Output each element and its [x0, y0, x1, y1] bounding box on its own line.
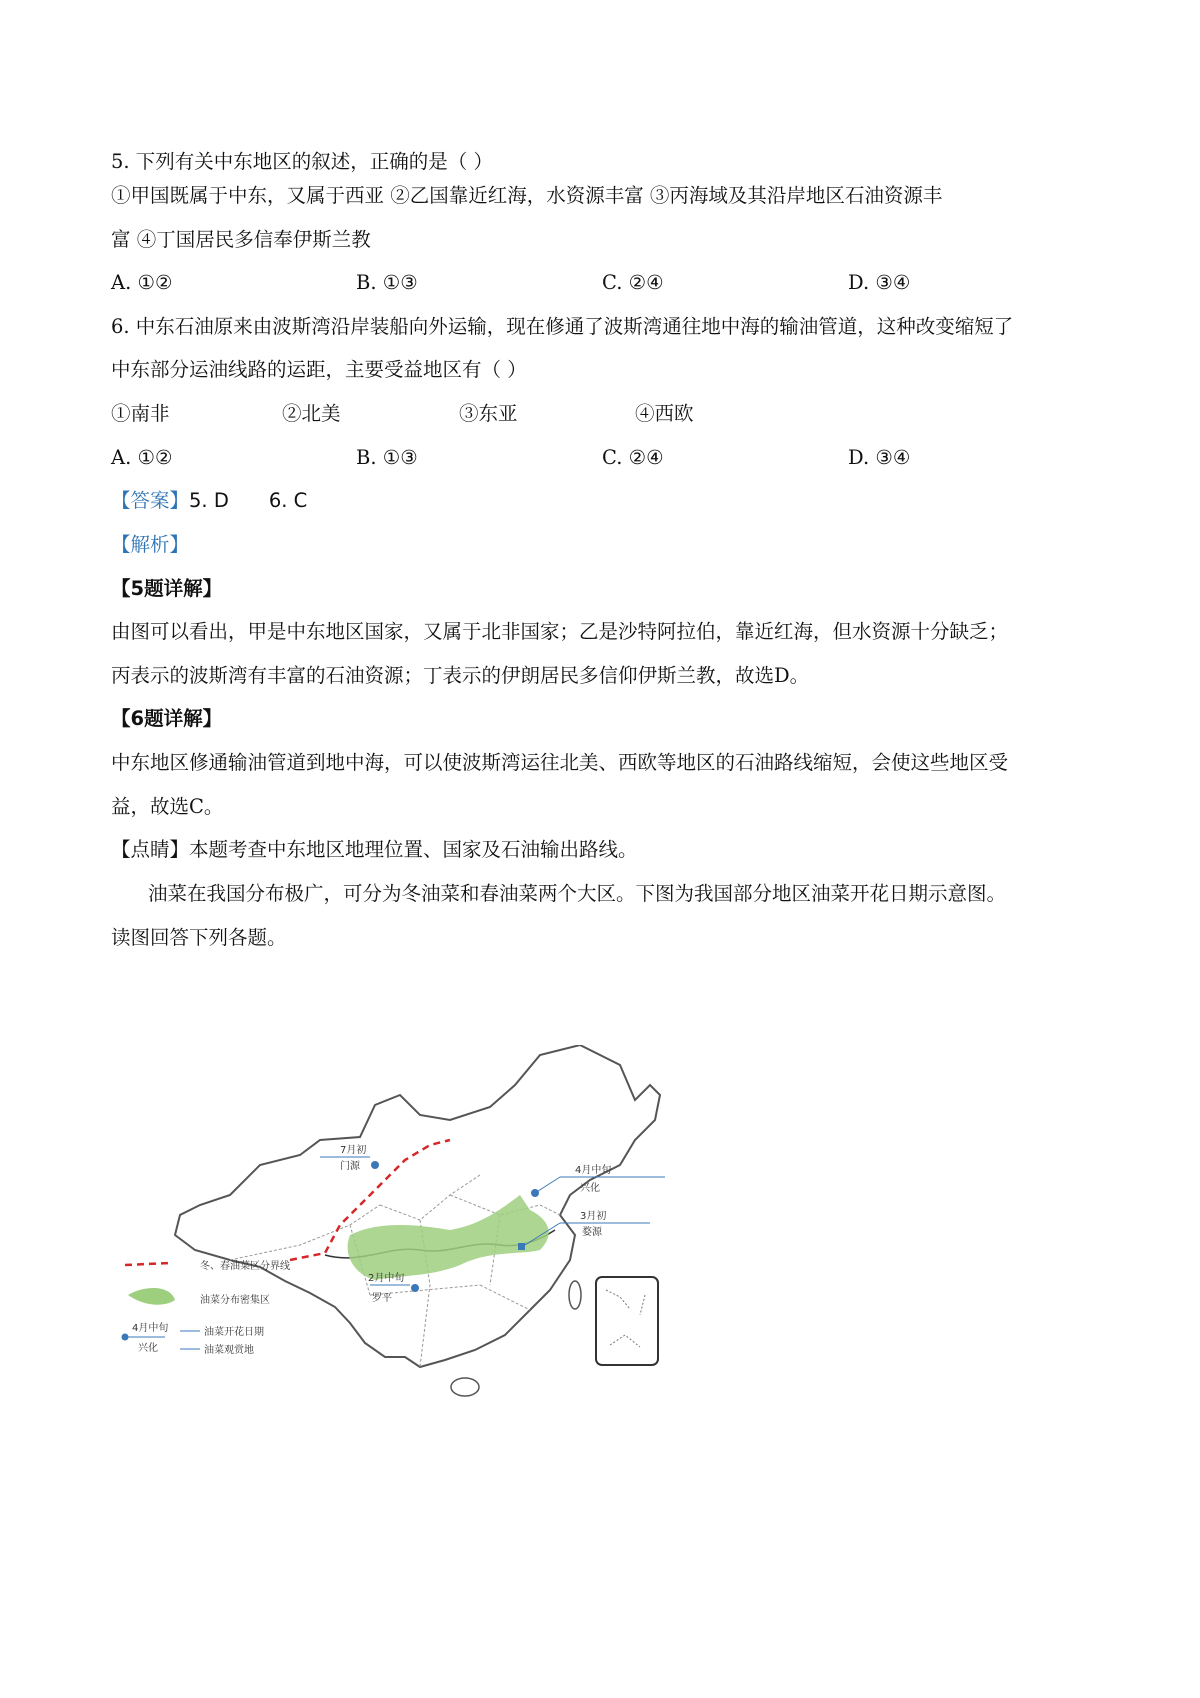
detail5-tag: 【5题详解】 — [111, 577, 223, 600]
answer-line — [111, 489, 307, 513]
q5-option-c: C. ②④ — [602, 271, 664, 294]
marker-wuyuan — [518, 1243, 525, 1250]
label-wuyuan-name: 婺源 — [582, 1227, 602, 1238]
legend-place-note: 油菜观赏地 — [204, 1345, 254, 1356]
legend-area-sample — [128, 1288, 175, 1305]
q6-option-a: A. ①② — [111, 446, 173, 469]
analysis-tag: 【解析】 — [111, 533, 190, 556]
q5-statements-line2: 富 ④丁国居民多信奉伊斯兰教 — [111, 228, 371, 251]
q6-statement-3: ③东亚 — [459, 402, 518, 425]
legend-date-note: 油菜开花日期 — [204, 1327, 264, 1338]
intro-line1: 油菜在我国分布极广，可分为冬油菜和春油菜两个大区。下图为我国部分地区油菜开花日期示意图。 — [148, 882, 1007, 905]
q6-option-d: D. ③④ — [848, 446, 911, 469]
label-wuyuan-date: 3月初 — [580, 1211, 607, 1222]
q6-statement-4: ④西欧 — [635, 402, 694, 425]
answer-5: 5. D — [189, 489, 229, 512]
q5-stem: 5. 下列有关中东地区的叙述，正确的是（ ） — [111, 150, 494, 173]
legend-boundary-sample — [125, 1263, 170, 1265]
q6-statement-2: ②北美 — [282, 402, 341, 425]
marker-luoping — [411, 1284, 419, 1292]
label-xinghua-name: 兴化 — [580, 1183, 600, 1194]
intro-line2: 读图回答下列各题。 — [111, 926, 287, 949]
q6-option-c: C. ②④ — [602, 446, 664, 469]
q5-option-a: A. ①② — [111, 271, 173, 294]
detail6-tag: 【6题详解】 — [111, 707, 223, 730]
legend-area-label: 油菜分布密集区 — [200, 1295, 270, 1306]
q6-statement-1: ①南非 — [111, 402, 170, 425]
q6-stem-line2: 中东部分运油线路的运距，主要受益地区有（ ） — [111, 358, 527, 381]
china-outline — [175, 1045, 660, 1367]
q5-statements-line1: ①甲国既属于中东，又属于西亚 ②乙国靠近红海，水资源丰富 ③丙海域及其沿岸地区石油资源丰 — [111, 184, 943, 207]
label-menyuan-date: 7月初 — [340, 1145, 367, 1156]
q6-stem-line1: 6. 中东石油原来由波斯湾沿岸装船向外运输，现在修通了波斯湾通往地中海的输油管道，这种改变缩短了 — [111, 315, 1014, 338]
legend-boundary-label: 冬、春油菜区分界线 — [200, 1261, 290, 1272]
south-sea-inset — [596, 1277, 658, 1365]
rapeseed-area — [348, 1195, 549, 1280]
rapeseed-flowering-map — [120, 1045, 740, 1495]
q6-option-b: B. ①③ — [356, 446, 418, 469]
label-menyuan-name: 门源 — [340, 1161, 360, 1172]
detail6-line2: 益，故选C。 — [111, 795, 224, 818]
taiwan-island — [569, 1281, 581, 1309]
pointer-note: 【点睛】本题考查中东地区地理位置、国家及石油输出路线。 — [111, 838, 638, 861]
answer-tag: 【答案】 — [111, 489, 190, 512]
detail5-line1: 由图可以看出，甲是中东地区国家，又属于北非国家；乙是沙特阿拉伯，靠近红海，但水资源十分缺乏； — [111, 620, 1009, 643]
label-xinghua-date: 4月中旬 — [575, 1165, 612, 1176]
legend-sample-date: 4月中旬 — [132, 1323, 169, 1334]
answer-6: 6. C — [268, 489, 308, 512]
hainan-island — [451, 1378, 479, 1396]
label-luoping-date: 2月中旬 — [368, 1273, 405, 1284]
marker-menyuan — [371, 1161, 379, 1169]
q5-option-d: D. ③④ — [848, 271, 911, 294]
detail6-line1: 中东地区修通输油管道到地中海，可以使波斯湾运往北美、西欧等地区的石油路线缩短，会使这些地区受 — [111, 751, 1009, 774]
q5-option-b: B. ①③ — [356, 271, 418, 294]
legend-sample-name: 兴化 — [138, 1343, 158, 1354]
label-luoping-name: 罗平 — [372, 1293, 392, 1304]
detail5-line2: 丙表示的波斯湾有丰富的石油资源；丁表示的伊朗居民多信仰伊斯兰教，故选D。 — [111, 664, 810, 687]
